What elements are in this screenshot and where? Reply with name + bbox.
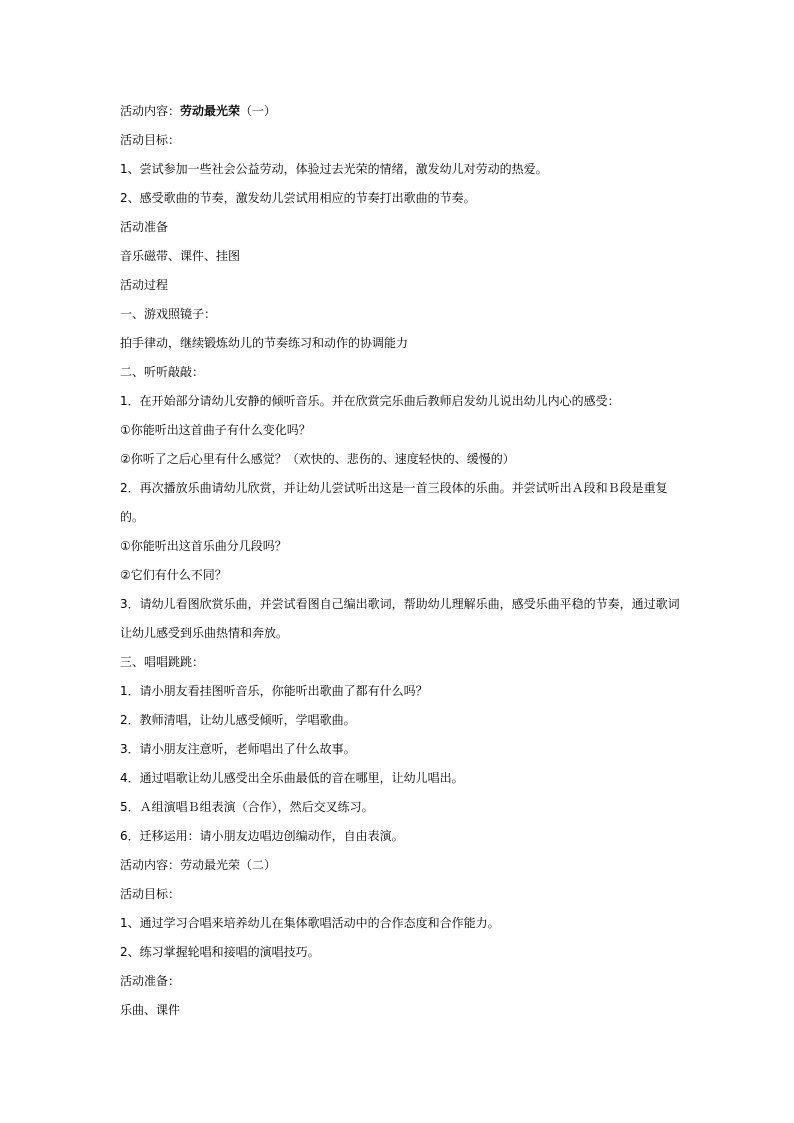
preparation-list: 乐曲、课件 [120,1003,181,1017]
numbered-item: 3．请小朋友注意听，老师唱出了什么故事。 [120,742,356,756]
goal-item: 2、练习掌握轮唱和接唱的演唱技巧。 [120,945,320,959]
goal-item: 1、尝试参加一些社会公益劳动，体验过去光荣的情绪，激发幼儿对劳动的热爱。 [120,162,548,176]
numbered-item-continuation: 的。 [120,510,145,524]
activity-title-2: 活动内容：劳动最光荣（二） [120,858,277,872]
activity-title-suffix: （一） [240,104,277,118]
numbered-item-continuation: 让幼儿感受到乐曲热情和奔放。 [120,626,289,640]
process-step-heading: 一、游戏照镜子： [120,307,217,321]
numbered-item: 6．迁移运用：请小朋友边唱边创编动作，自由表演。 [120,829,404,843]
numbered-item: 1．在开始部分请幼儿安静的倾听音乐。并在欣赏完乐曲后教师启发幼儿说出幼儿内心的感受： [120,394,620,408]
section-heading-goals: 活动目标： [120,133,181,147]
section-heading-goals: 活动目标： [120,887,181,901]
numbered-item: 5．Ａ组演唱Ｂ组表演（合作），然后交叉练习。 [120,800,374,814]
numbered-item: 3．请幼儿看图欣赏乐曲，并尝试看图自己编出歌词，帮助幼儿理解乐曲，感受乐曲平稳的节奏，通过歌词 [120,597,680,611]
question-item: ①你能听出这首曲子有什么变化吗？ [120,423,311,437]
goal-item: 1、通过学习合唱来培养幼儿在集体歌唱活动中的合作态度和合作能力。 [120,916,500,930]
section-heading-process: 活动过程 [120,278,169,292]
preparation-list: 音乐磁带、课件、挂图 [120,249,241,263]
activity-title-name: 劳动最光荣 [180,104,241,118]
section-heading-preparation: 活动准备： [120,974,181,988]
process-step-heading: 二、听听敲敲： [120,365,205,379]
numbered-item: 2．教师清唱，让幼儿感受倾听，学唱歌曲。 [120,713,356,727]
section-heading-preparation: 活动准备 [120,220,169,234]
numbered-item: 1．请小朋友看挂图听音乐，你能听出歌曲了都有什么吗？ [120,684,428,698]
question-item: ②你听了之后心里有什么感觉？（欢快的、悲伤的、速度轻快的、缓慢的） [120,452,515,466]
numbered-item: 4．通过唱歌让幼儿感受出全乐曲最低的音在哪里，让幼儿唱出。 [120,771,464,785]
question-item: ①你能听出这首乐曲分几段吗？ [120,539,287,553]
paragraph: 拍手律动，继续锻炼幼儿的节奏练习和动作的协调能力 [120,336,409,350]
document-body [120,101,680,1029]
question-item: ②它们有什么不同？ [120,568,227,582]
activity-title-prefix: 活动内容： [120,104,181,118]
process-step-heading: 三、唱唱跳跳： [120,655,205,669]
goal-item: 2、感受歌曲的节奏，激发幼儿尝试用相应的节奏打出歌曲的节奏。 [120,191,476,205]
activity-title-1 [120,101,680,130]
numbered-item: 2．再次播放乐曲请幼儿欣赏，并让幼儿尝试听出这是一首三段体的乐曲。并尝试听出Ａ段和Ｂ段是重复 [120,481,668,495]
